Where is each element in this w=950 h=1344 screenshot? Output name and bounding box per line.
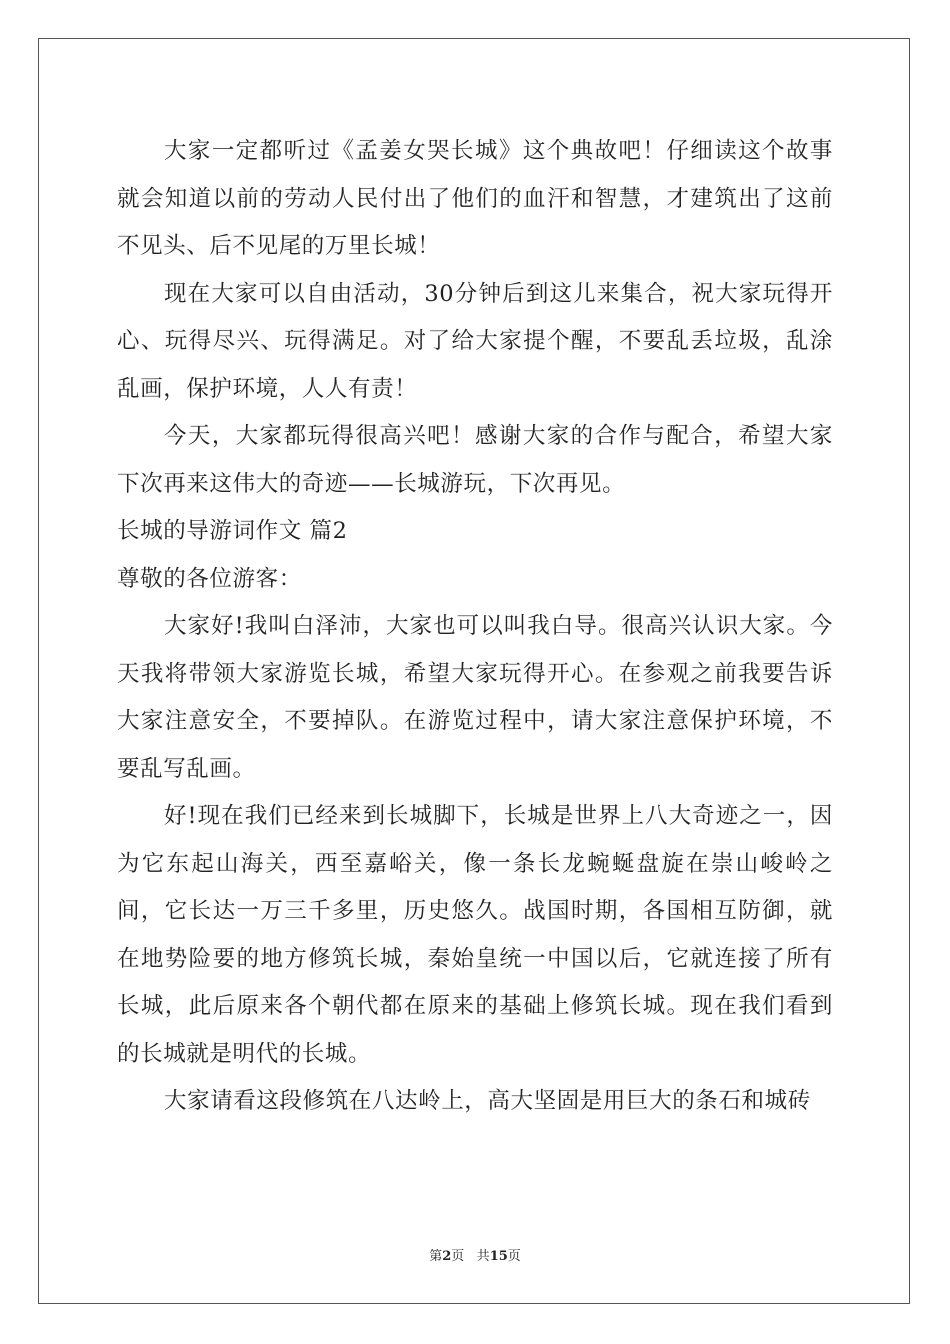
footer-total-pages: 15 — [489, 1249, 508, 1264]
paragraph-3: 今天，大家都玩得很高兴吧！感谢大家的合作与配合，希望大家下次再来这伟大的奇迹——长城游玩，下次再见。 — [117, 423, 833, 497]
paragraph-4: 大家好!我叫白泽沛，大家也可以叫我白导。很高兴认识大家。今天我将带领大家游览长城，希望大家玩得开心。在参观之前我要告诉大家注意安全，不要掉队。在游览过程中，请大家注意保护环境，不要乱写乱画。 — [117, 613, 833, 782]
footer-page-suffix: 页 — [451, 1249, 465, 1264]
document-body — [117, 128, 833, 1126]
page-footer — [0, 1245, 950, 1264]
paragraph-5: 好!现在我们已经来到长城脚下，长城是世界上八大奇迹之一，因为它东起山海关，西至嘉峪关，像一条长龙蜿蜒盘旋在崇山峻岭之间，它长达一万三千多里，历史悠久。战国时期，各国相互防御，就在地势险要的地方修筑长城，秦始皇统一中国以后，它就连接了所有长城，此后原来各个朝代都在原来的基础上修筑长城。现在我们看到的长城就是明代的长城。 — [117, 803, 833, 1067]
footer-total-suffix: 页 — [507, 1249, 521, 1264]
salutation: 尊敬的各位游客： — [117, 565, 302, 592]
paragraph-1: 大家一定都听过《孟姜女哭长城》这个典故吧！仔细读这个故事就会知道以前的劳动人民付出了他们的血汗和智慧，才建筑出了这前不见头、后不见尾的万里长城！ — [117, 138, 833, 259]
section-heading: 长城的导游词作文 篇2 — [117, 518, 348, 544]
footer-total-prefix: 共 — [476, 1249, 490, 1264]
paragraph-2: 现在大家可以自由活动，30分钟后到这儿来集合，祝大家玩得开心、玩得尽兴、玩得满足。对了给大家提个醒，不要乱丢垃圾，乱涂乱画，保护环境，人人有责！ — [117, 280, 833, 402]
paragraph-6: 大家请看这段修筑在八达岭上，高大坚固是用巨大的条石和城砖 — [164, 1088, 811, 1114]
footer-page-number: 2 — [442, 1249, 452, 1264]
footer-page-prefix: 第 — [429, 1249, 443, 1264]
